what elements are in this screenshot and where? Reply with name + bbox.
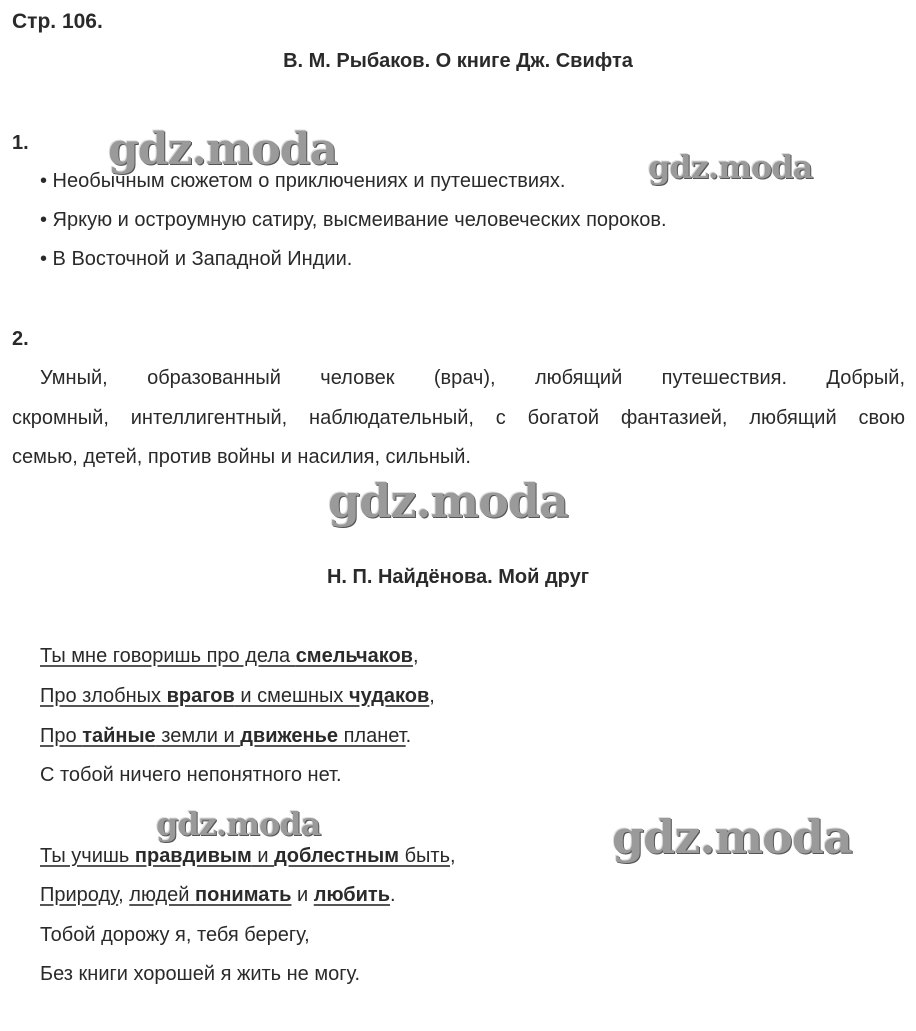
watermark-logo: gdz.moda — [648, 148, 813, 186]
poem-text: . — [390, 884, 396, 906]
poem-line-8: Без книги хорошей я жить не могу. — [40, 963, 361, 985]
poem-keyword: любить — [313, 884, 391, 906]
poem-text: Про злобных — [40, 685, 167, 707]
poem-line-1 — [40, 645, 419, 668]
poem-line-6 — [40, 884, 396, 907]
poem-line-5 — [40, 845, 456, 868]
poem-text: и смешных — [234, 685, 349, 707]
poem-line-2 — [40, 685, 435, 708]
poem-line-4: С тобой ничего непонятного нет. — [40, 764, 342, 786]
poem-text: Ты учишь — [40, 845, 135, 867]
poem-text: Природу — [40, 884, 119, 906]
answer-bullet-3: • В Восточной и Западной Индии. — [40, 248, 353, 270]
poem-keyword: чудаков — [348, 685, 430, 707]
poem-text: . — [405, 725, 412, 747]
poem-text: , — [118, 884, 130, 906]
answer-bullet-2: • Яркую и остроумную сатиру, высмеивание человеческих пороков. — [40, 209, 667, 231]
poem-keyword: движенье — [240, 725, 339, 747]
answer-paragraph-line-1: Умный, образованный человек (врач), любящий путешествия. Добрый, — [40, 367, 905, 389]
poem-text: , — [429, 685, 435, 707]
poem-text: и — [291, 884, 314, 906]
answer-bullet-1: • Необычным сюжетом о приключениях и путешествиях. — [40, 170, 566, 192]
poem-keyword: смельчаков — [295, 645, 413, 667]
section-title-naydenova: Н. П. Найдёнова. Мой друг — [326, 566, 590, 588]
poem-text: быть — [399, 845, 450, 867]
poem-text: Ты мне говоришь про дела — [40, 645, 296, 667]
question-number-2: 2. — [12, 328, 29, 350]
watermark-logo: gdz.moda — [108, 124, 338, 175]
section-title-rybakov: В. М. Рыбаков. О книге Дж. Свифта — [283, 50, 633, 72]
watermark-logo: gdz.moda — [612, 810, 852, 864]
poem-keyword: тайные — [82, 725, 156, 747]
question-number-1: 1. — [12, 132, 29, 154]
poem-text: и — [251, 845, 275, 867]
poem-line-3 — [40, 725, 411, 748]
poem-keyword: доблестным — [274, 845, 400, 867]
poem-text: планет — [338, 725, 406, 747]
poem-keyword: понимать — [195, 884, 292, 906]
poem-text: земли и — [155, 725, 241, 747]
page-number: Стр. 106. — [12, 10, 103, 33]
watermark-logo: gdz.moda — [156, 805, 321, 843]
poem-text: , — [449, 845, 456, 867]
answer-paragraph-line-3: семью, детей, против войны и насилия, сильный. — [12, 446, 471, 468]
poem-keyword: врагов — [166, 685, 235, 707]
poem-text: Про — [40, 725, 83, 747]
poem-keyword: правдивым — [134, 845, 252, 867]
watermark-logo: gdz.moda — [328, 474, 568, 528]
answer-paragraph-line-2: скромный, интеллигентный, наблюдательный, с богатой фантазией, любящий свою — [12, 407, 905, 429]
poem-text: , — [412, 645, 419, 667]
poem-line-7: Тобой дорожу я, тебя берегу, — [40, 924, 310, 946]
poem-text: людей — [129, 884, 196, 906]
